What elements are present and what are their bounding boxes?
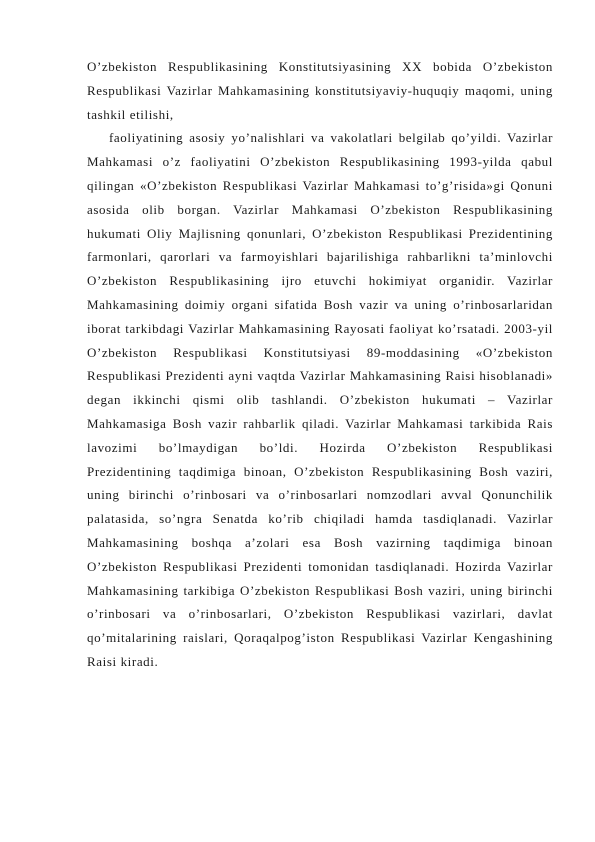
- paragraph-2: faoliyatining asosiy yo’nalishlari va vakolatlari belgilab qo’yildi. Vazirlar Mahkamasi o’z faoliyatini O’zbekiston Respublikasining 1993-yilda qabul qilingan «O’zbekiston Respublikasi Vazirlar Mahkamasi to’g’risida»gi Qonuni asosida olib borgan. Vazirlar Mahkamasi O’zbekiston Respublikasining hukumati Oliy Majlisning qonunlari, O’zbekiston Respublikasi Prezidentining farmonlari, qarorlari va farmoyishlari bajarilishiga rahbarlikni ta’minlovchi O’zbekiston Respublikasining ijro etuvchi hokimiyat organidir. Vazirlar Mahkamasining doimiy organi sifatida Bosh vazir va uning o’rinbosarlaridan iborat tarkibdagi Vazirlar Mahkamasining Rayosati faoliyat ko’rsatadi. 2003-yil O’zbekiston Respublikasi Konstitutsiyasi 89-moddasining «O’zbekiston Respublikasi Prezidenti ayni vaqtda Vazirlar Mahkamasining Raisi hisoblanadi» degan ikkinchi qismi olib tashlandi. O’zbekiston hukumati – Vazirlar Mahkamasiga Bosh vazir rahbarlik qiladi. Vazirlar Mahkamasi tarkibida Rais lavozimi bo’lmaydigan bo’ldi. Hozirda O’zbekiston Respublikasi Prezidentining taqdimiga binoan, O’zbekiston Respublikasining Bosh vaziri, uning birinchi o’rinbosari va o’rinbosarlari nomzodlari avval Qonunchilik palatasida, so’ngra Senatda ko’rib chiqiladi hamda tasdiqlanadi. Vazirlar Mahkamasining boshqa a’zolari esa Bosh vazirning taqdimiga binoan O’zbekiston Respublikasi Prezidenti tomonidan tasdiqlanadi. Hozirda Vazirlar Mahkamasining tarkibiga O’zbekiston Respublikasi Bosh vaziri, uning birinchi o’rinbosari va o’rinbosarlari, O’zbekiston Respublikasi vazirlari, davlat qo’mitalarining raislari, Qoraqalpog’iston Respublikasi Vazirlar Kengashining Raisi kiradi.: [87, 130, 553, 669]
- paragraph-1: O’zbekiston Respublikasining Konstitutsiyasining XX bobida O’zbekiston Respublikasi Vazirlar Mahkamasining konstitutsiyaviy-huquqiy maqomi, uning tashkil etilishi,: [87, 59, 553, 122]
- body-text: [87, 55, 553, 674]
